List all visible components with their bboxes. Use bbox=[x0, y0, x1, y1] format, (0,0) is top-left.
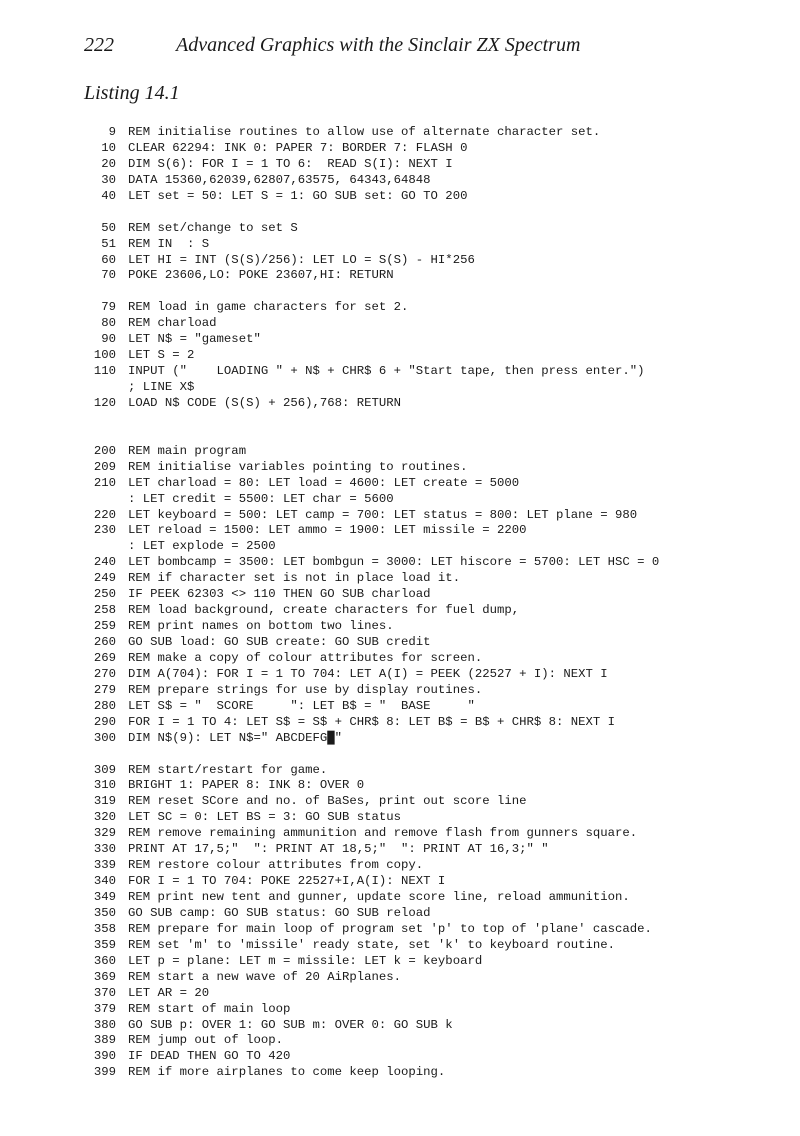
code-line bbox=[0, 619, 800, 635]
line-number: 90 bbox=[101, 332, 116, 347]
code-line bbox=[0, 571, 800, 587]
line-number: 240 bbox=[93, 555, 116, 570]
book-title: Advanced Graphics with the Sinclair ZX Spectrum bbox=[176, 34, 581, 56]
code-line bbox=[0, 444, 800, 460]
line-number: 20 bbox=[101, 156, 116, 171]
code-line bbox=[0, 906, 800, 922]
line-code: REM make a copy of colour attributes for screen. bbox=[128, 650, 483, 665]
code-line bbox=[0, 253, 800, 269]
code-line bbox=[0, 539, 800, 555]
code-line bbox=[0, 715, 800, 731]
line-code: REM print names on bottom two lines. bbox=[128, 619, 394, 634]
code-line bbox=[0, 380, 800, 396]
code-line bbox=[0, 1049, 800, 1065]
line-number: 260 bbox=[93, 635, 116, 649]
code-line bbox=[0, 890, 800, 906]
code-line bbox=[0, 555, 800, 571]
code-line bbox=[0, 348, 800, 364]
line-number: 9 bbox=[108, 125, 116, 139]
blank-line bbox=[0, 428, 800, 444]
code-line bbox=[0, 1033, 800, 1049]
line-code: REM prepare strings for use by display routines. bbox=[128, 682, 483, 697]
line-code: : LET explode = 2500 bbox=[128, 539, 276, 554]
code-line bbox=[0, 460, 800, 476]
line-code: REM remove remaining ammunition and remove flash from gunners square. bbox=[128, 826, 638, 841]
line-code: REM main program bbox=[128, 443, 247, 458]
line-code: IF DEAD THEN GO TO 420 bbox=[128, 1049, 291, 1064]
code-line bbox=[0, 221, 800, 237]
line-code: ; LINE X$ bbox=[128, 380, 195, 394]
line-code: FOR I = 1 TO 4: LET S$ = S$ + CHR$ 8: LET B$ = B$ + CHR$ 8: NEXT I bbox=[128, 714, 616, 729]
line-code: LET S$ = " SCORE ": LET B$ = " BASE " bbox=[128, 698, 475, 713]
line-code: LET HI = INT (S(S)/256): LET LO = S(S) - HI*256 bbox=[128, 252, 475, 267]
line-code: DIM A(704): FOR I = 1 TO 704: LET A(I) = PEEK (22527 + I): NEXT I bbox=[128, 666, 608, 681]
code-line bbox=[0, 1002, 800, 1018]
code-line bbox=[0, 396, 800, 412]
code-line bbox=[0, 826, 800, 842]
line-number: 330 bbox=[93, 842, 116, 857]
line-code: LET p = plane: LET m = missile: LET k = keyboard bbox=[128, 953, 483, 968]
line-number: 209 bbox=[93, 459, 116, 474]
line-number: 379 bbox=[93, 1001, 116, 1016]
line-code: LET S = 2 bbox=[128, 348, 195, 363]
line-number: 70 bbox=[101, 268, 116, 283]
code-line bbox=[0, 635, 800, 651]
line-code: DATA 15360,62039,62807,63575, 64343,64848 bbox=[128, 172, 431, 187]
line-code: REM start/restart for game. bbox=[128, 762, 328, 777]
blank-line bbox=[0, 284, 800, 300]
line-code: REM load in game characters for set 2. bbox=[128, 300, 409, 315]
line-code: REM print new tent and gunner, update score line, reload ammunition. bbox=[128, 890, 630, 904]
line-code: REM charload bbox=[128, 316, 217, 331]
code-line bbox=[0, 523, 800, 539]
code-line bbox=[0, 683, 800, 699]
line-number: 100 bbox=[93, 348, 116, 363]
line-code: REM set/change to set S bbox=[128, 220, 298, 235]
code-line bbox=[0, 922, 800, 938]
line-number: 50 bbox=[101, 220, 116, 235]
line-code: REM reset SCore and no. of BaSes, print out score line bbox=[128, 794, 527, 809]
line-code: : LET credit = 5500: LET char = 5600 bbox=[128, 491, 394, 506]
line-code: CLEAR 62294: INK 0: PAPER 7: BORDER 7: FLASH 0 bbox=[128, 140, 468, 155]
code-line bbox=[0, 300, 800, 316]
line-number: 310 bbox=[93, 778, 116, 793]
line-code: POKE 23606,LO: POKE 23607,HI: RETURN bbox=[128, 268, 394, 283]
line-code: FOR I = 1 TO 704: POKE 22527+I,A(I): NEXT I bbox=[128, 874, 446, 889]
line-code: REM start a new wave of 20 AiRplanes. bbox=[128, 969, 402, 984]
code-line bbox=[0, 986, 800, 1002]
line-number: 220 bbox=[93, 507, 116, 522]
line-number: 279 bbox=[93, 682, 116, 697]
code-line bbox=[0, 970, 800, 986]
line-code: REM if character set is not in place load it. bbox=[128, 571, 461, 586]
line-code: PRINT AT 17,5;" ": PRINT AT 18,5;" ": PRINT AT 16,3;" " bbox=[128, 842, 549, 857]
line-code: LET keyboard = 500: LET camp = 700: LET status = 800: LET plane = 980 bbox=[128, 507, 638, 522]
code-line bbox=[0, 508, 800, 524]
line-code: DIM N$(9): LET N$=" ABCDEFG█" bbox=[128, 730, 343, 745]
line-code: REM set 'm' to 'missile' ready state, set 'k' to keyboard routine. bbox=[128, 937, 616, 952]
line-code: LET SC = 0: LET BS = 3: GO SUB status bbox=[128, 810, 402, 825]
line-number: 329 bbox=[93, 826, 116, 841]
code-line bbox=[0, 141, 800, 157]
line-number: 258 bbox=[93, 603, 116, 618]
line-number: 40 bbox=[101, 188, 116, 203]
line-number: 290 bbox=[93, 714, 116, 729]
code-line bbox=[0, 587, 800, 603]
line-code: REM IN : S bbox=[128, 236, 210, 251]
code-listing bbox=[0, 125, 800, 1081]
line-number: 80 bbox=[101, 316, 116, 331]
line-number: 230 bbox=[93, 523, 116, 538]
code-line bbox=[0, 874, 800, 890]
line-number: 270 bbox=[93, 666, 116, 681]
code-line bbox=[0, 938, 800, 954]
line-number: 210 bbox=[93, 475, 116, 490]
line-code: GO SUB load: GO SUB create: GO SUB credit bbox=[128, 635, 431, 649]
line-number: 280 bbox=[93, 698, 116, 713]
line-number: 399 bbox=[93, 1065, 116, 1080]
code-line bbox=[0, 492, 800, 508]
line-number: 358 bbox=[93, 921, 116, 936]
line-code: REM restore colour attributes from copy. bbox=[128, 858, 424, 873]
line-code: LET reload = 1500: LET ammo = 1900: LET missile = 2200 bbox=[128, 523, 527, 538]
line-code: REM if more airplanes to come keep looping. bbox=[128, 1065, 446, 1080]
code-line bbox=[0, 858, 800, 874]
page-number: 222 bbox=[84, 34, 114, 56]
code-line bbox=[0, 237, 800, 253]
line-code: INPUT (" LOADING " + N$ + CHR$ 6 + "Start tape, then press enter.") bbox=[128, 364, 645, 379]
line-code: LET bombcamp = 3500: LET bombgun = 3000: LET hiscore = 5700: LET HSC = 0 bbox=[128, 555, 660, 570]
line-number: 340 bbox=[93, 874, 116, 889]
line-code: REM initialise variables pointing to routines. bbox=[128, 459, 468, 474]
line-number: 120 bbox=[93, 395, 116, 410]
code-line bbox=[0, 667, 800, 683]
line-code: LET AR = 20 bbox=[128, 985, 210, 1000]
code-line bbox=[0, 364, 800, 380]
line-number: 319 bbox=[93, 794, 116, 809]
blank-line bbox=[0, 747, 800, 763]
code-line bbox=[0, 125, 800, 141]
code-line bbox=[0, 810, 800, 826]
line-number: 360 bbox=[93, 953, 116, 968]
line-code: REM start of main loop bbox=[128, 1001, 291, 1016]
code-line bbox=[0, 476, 800, 492]
line-number: 339 bbox=[93, 858, 116, 873]
blank-line bbox=[0, 205, 800, 221]
line-number: 60 bbox=[101, 252, 116, 267]
line-number: 250 bbox=[93, 587, 116, 602]
code-line bbox=[0, 157, 800, 173]
code-line bbox=[0, 173, 800, 189]
code-line bbox=[0, 1065, 800, 1081]
line-number: 259 bbox=[93, 619, 116, 634]
blank-line bbox=[0, 412, 800, 428]
line-number: 249 bbox=[93, 571, 116, 586]
line-code: LOAD N$ CODE (S(S) + 256),768: RETURN bbox=[128, 395, 402, 410]
line-number: 110 bbox=[93, 364, 116, 379]
line-code: REM jump out of loop. bbox=[128, 1033, 283, 1048]
code-line bbox=[0, 316, 800, 332]
line-code: REM initialise routines to allow use of alternate character set. bbox=[128, 125, 601, 139]
code-line bbox=[0, 731, 800, 747]
code-line bbox=[0, 651, 800, 667]
line-code: REM prepare for main loop of program set 'p' to top of 'plane' cascade. bbox=[128, 921, 652, 936]
line-number: 369 bbox=[93, 969, 116, 984]
code-line bbox=[0, 189, 800, 205]
line-number: 30 bbox=[101, 172, 116, 187]
line-number: 370 bbox=[93, 985, 116, 1000]
running-header bbox=[84, 34, 704, 58]
code-line bbox=[0, 842, 800, 858]
code-line bbox=[0, 332, 800, 348]
line-number: 79 bbox=[101, 300, 116, 315]
code-line bbox=[0, 603, 800, 619]
line-code: GO SUB camp: GO SUB status: GO SUB reload bbox=[128, 905, 431, 920]
line-code: LET set = 50: LET S = 1: GO SUB set: GO TO 200 bbox=[128, 188, 468, 203]
line-number: 320 bbox=[93, 810, 116, 825]
code-line bbox=[0, 778, 800, 794]
line-code: IF PEEK 62303 <> 110 THEN GO SUB charload bbox=[128, 587, 431, 602]
line-code: LET N$ = "gameset" bbox=[128, 332, 261, 347]
code-line bbox=[0, 794, 800, 810]
code-line bbox=[0, 699, 800, 715]
line-number: 349 bbox=[93, 890, 116, 904]
line-number: 389 bbox=[93, 1033, 116, 1048]
line-number: 359 bbox=[93, 937, 116, 952]
line-code: BRIGHT 1: PAPER 8: INK 8: OVER 0 bbox=[128, 778, 365, 793]
line-code: GO SUB p: OVER 1: GO SUB m: OVER 0: GO SUB k bbox=[128, 1017, 453, 1032]
line-number: 300 bbox=[93, 730, 116, 745]
line-number: 309 bbox=[93, 762, 116, 777]
code-line bbox=[0, 954, 800, 970]
code-line bbox=[0, 763, 800, 779]
line-number: 350 bbox=[93, 905, 116, 920]
listing-title: Listing 14.1 bbox=[84, 82, 180, 104]
line-number: 380 bbox=[93, 1017, 116, 1032]
line-code: REM load background, create characters for fuel dump, bbox=[128, 603, 520, 618]
line-number: 10 bbox=[101, 140, 116, 155]
line-number: 390 bbox=[93, 1049, 116, 1064]
code-line bbox=[0, 268, 800, 284]
line-number: 269 bbox=[93, 650, 116, 665]
code-line bbox=[0, 1018, 800, 1034]
line-code: DIM S(6): FOR I = 1 TO 6: READ S(I): NEXT I bbox=[128, 156, 453, 171]
line-number: 200 bbox=[93, 443, 116, 458]
line-number: 51 bbox=[101, 236, 116, 251]
line-code: LET charload = 80: LET load = 4600: LET create = 5000 bbox=[128, 475, 520, 490]
